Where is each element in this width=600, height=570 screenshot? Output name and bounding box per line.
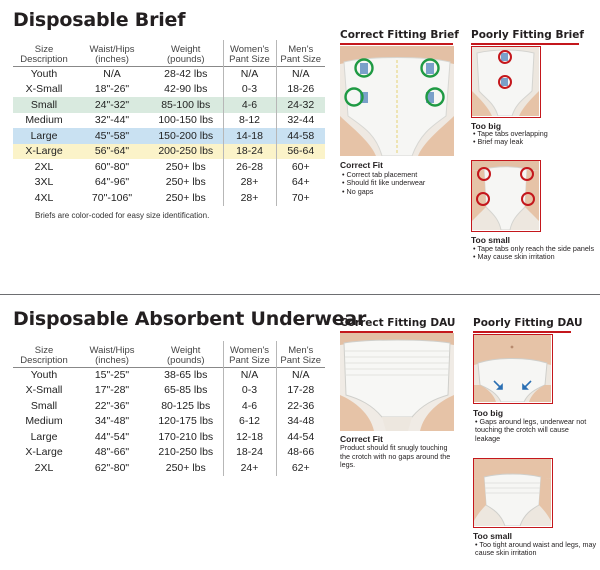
cell-women: 8-12 [223,113,276,129]
cell-men: 56-64 [276,144,325,160]
poor-brief-title: Poorly Fitting Brief [471,29,584,41]
dau-too-small-label: Too small [473,531,513,541]
cell-men: 70+ [276,190,325,206]
too-small-list [473,245,595,262]
cell-waist: 15"-25" [94,369,130,381]
cell-weight: 250+ lbs [165,176,206,189]
header-size: Size Description [20,344,68,366]
too-big-brief-photo [471,46,541,118]
table-row [13,66,325,82]
table-header-row [13,40,325,66]
table-row [13,445,325,461]
header-men: Men's Pant Size [276,341,325,367]
color-code-note: Briefs are color-coded for easy size identification. [35,211,210,220]
correct-fit-label: Correct Fit [340,160,383,170]
cell-size: Youth [30,68,58,80]
cell-size: X-Large [25,145,63,158]
title-underline [471,43,579,45]
cell-weight: 85-100 lbs [161,98,211,111]
cell-weight: 150-200 lbs [158,129,214,142]
cell-size: 2XL [34,160,54,173]
section-divider [0,294,600,295]
too-big-label: Too big [471,121,502,131]
cell-size: 2XL [34,461,54,474]
brief-size-table [13,40,325,206]
correct-brief-photo [340,46,454,156]
cell-weight: 200-250 lbs [158,145,214,158]
cell-waist: 70"-106" [91,191,133,204]
brief-section-title: Disposable Brief [13,9,186,31]
table-row [13,175,325,191]
table-header-row [13,341,325,367]
cell-women: 0-3 [223,383,276,399]
cell-men: 44-58 [276,128,325,144]
cell-waist: 32"-44" [94,114,130,127]
cell-men: N/A [276,367,325,383]
cell-waist: 44"-54" [94,430,130,443]
cell-women: 12-18 [223,429,276,445]
cell-waist: 45"-58" [94,129,130,142]
header-weight: Weight (pounds) [167,43,205,65]
correct-dau-title: Correct Fitting DAU [340,317,456,329]
title-underline [340,43,453,45]
cell-women: 18-24 [223,445,276,461]
cell-women: 0-3 [223,82,276,98]
cell-men: 44-54 [276,429,325,445]
cell-women: 28+ [223,190,276,206]
cell-women: 14-18 [223,128,276,144]
list-item: • Correct tab placement [342,171,462,179]
too-small-brief-photo [471,160,541,232]
cell-men: 64+ [276,175,325,191]
cell-women: 4-6 [223,97,276,113]
too-small-label: Too small [471,235,511,245]
cell-waist: 18"-26" [94,83,130,96]
cell-women: N/A [223,367,276,383]
list-item: • Tape tabs overlapping [473,130,593,138]
cell-size: X-Small [25,83,63,96]
title-underline [473,331,571,333]
cell-weight: 250+ lbs [165,461,206,474]
cell-women: 26-28 [223,159,276,175]
header-women: Women's Pant Size [223,40,276,66]
cell-men: 34-48 [276,414,325,430]
cell-waist: N/A [103,68,121,80]
too-big-list [473,130,593,147]
table-row [13,144,325,160]
table-row [13,460,325,476]
cell-women: 6-12 [223,414,276,430]
too-big-dau-photo [473,334,553,404]
table-row [13,128,325,144]
cell-women: 24+ [223,460,276,476]
table-row [13,414,325,430]
cell-women: N/A [223,66,276,82]
cell-size: Youth [30,369,58,381]
cell-weight: 120-175 lbs [158,415,214,428]
dau-too-small-list [475,541,597,558]
table-row [13,398,325,414]
cell-size: X-Large [25,446,63,459]
list-item: • Brief may leak [473,138,593,146]
table-row [13,429,325,445]
list-item: • Too tight around waist and legs, may cause skin irritation [475,541,597,558]
cell-women: 4-6 [223,398,276,414]
cell-men: 60+ [276,159,325,175]
dau-table-body [13,367,325,476]
cell-weight: 28-42 lbs [164,68,208,80]
cell-weight: 65-85 lbs [164,384,208,397]
dau-size-table [13,341,325,476]
cell-men: 17-28 [276,383,325,399]
dau-too-big-list [475,418,593,443]
cell-size: Small [30,399,58,412]
cell-weight: 42-90 lbs [164,83,208,96]
header-men: Men's Pant Size [276,40,325,66]
correct-dau-fit-text: Product should fit snugly touching the crotch with no gaps around the legs. [340,443,451,470]
cell-men: 18-26 [276,82,325,98]
poor-dau-title: Poorly Fitting DAU [473,317,583,329]
cell-waist: 64"-96" [94,176,130,189]
table-row [13,383,325,399]
too-small-dau-photo [473,458,553,528]
table-row [13,82,325,98]
cell-weight: 170-210 lbs [158,430,214,443]
dau-section-title: Disposable Absorbent Underwear [13,308,367,330]
cell-size: Medium [25,114,63,127]
header-waist: Waist/Hips (inches) [89,344,135,366]
cell-weight: 250+ lbs [165,160,206,173]
header-women: Women's Pant Size [223,341,276,367]
cell-size: 4XL [34,191,54,204]
cell-men: 22-36 [276,398,325,414]
list-item: • No gaps [342,188,462,196]
cell-waist: 62"-80" [94,461,130,474]
cell-women: 18-24 [223,144,276,160]
cell-men: N/A [276,66,325,82]
brief-table-body [13,66,325,206]
correct-dau-fit-label: Correct Fit [340,434,383,444]
cell-size: Large [30,129,58,142]
cell-waist: 34"-48" [94,415,130,428]
cell-men: 62+ [276,460,325,476]
correct-brief-title: Correct Fitting Brief [340,29,459,41]
table-row [13,367,325,383]
dau-too-big-label: Too big [473,408,504,418]
cell-weight: 100-150 lbs [158,114,214,127]
correct-fit-list [342,171,462,196]
cell-men: 24-32 [276,97,325,113]
cell-waist: 24"-32" [94,98,130,111]
table-row [13,159,325,175]
cell-men: 48-66 [276,445,325,461]
cell-size: Large [30,430,58,443]
list-item: • Gaps around legs, underwear not touching the crotch will cause leakage [475,418,593,443]
cell-size: X-Small [25,384,63,397]
table-row [13,97,325,113]
cell-weight: 38-65 lbs [164,369,208,381]
header-size: Size Description [20,43,68,65]
cell-weight: 80-125 lbs [161,399,211,412]
cell-size: Medium [25,415,63,428]
list-item: • Tape tabs only reach the side panels [473,245,595,253]
cell-men: 32-44 [276,113,325,129]
correct-dau-photo [340,333,454,431]
cell-waist: 22"-36" [94,399,130,412]
cell-weight: 210-250 lbs [158,446,214,459]
header-waist: Waist/Hips (inches) [89,43,135,65]
list-item: • May cause skin irritation [473,253,595,261]
table-row [13,113,325,129]
cell-weight: 250+ lbs [165,191,206,204]
list-item: • Should fit like underwear [342,179,462,187]
cell-waist: 48"-66" [94,446,130,459]
cell-waist: 56"-64" [94,145,130,158]
cell-waist: 60"-80" [94,160,130,173]
cell-size: Small [30,98,58,111]
cell-waist: 17"-28" [94,384,130,397]
cell-women: 28+ [223,175,276,191]
header-weight: Weight (pounds) [167,344,205,366]
table-row [13,190,325,206]
cell-size: 3XL [34,176,54,189]
